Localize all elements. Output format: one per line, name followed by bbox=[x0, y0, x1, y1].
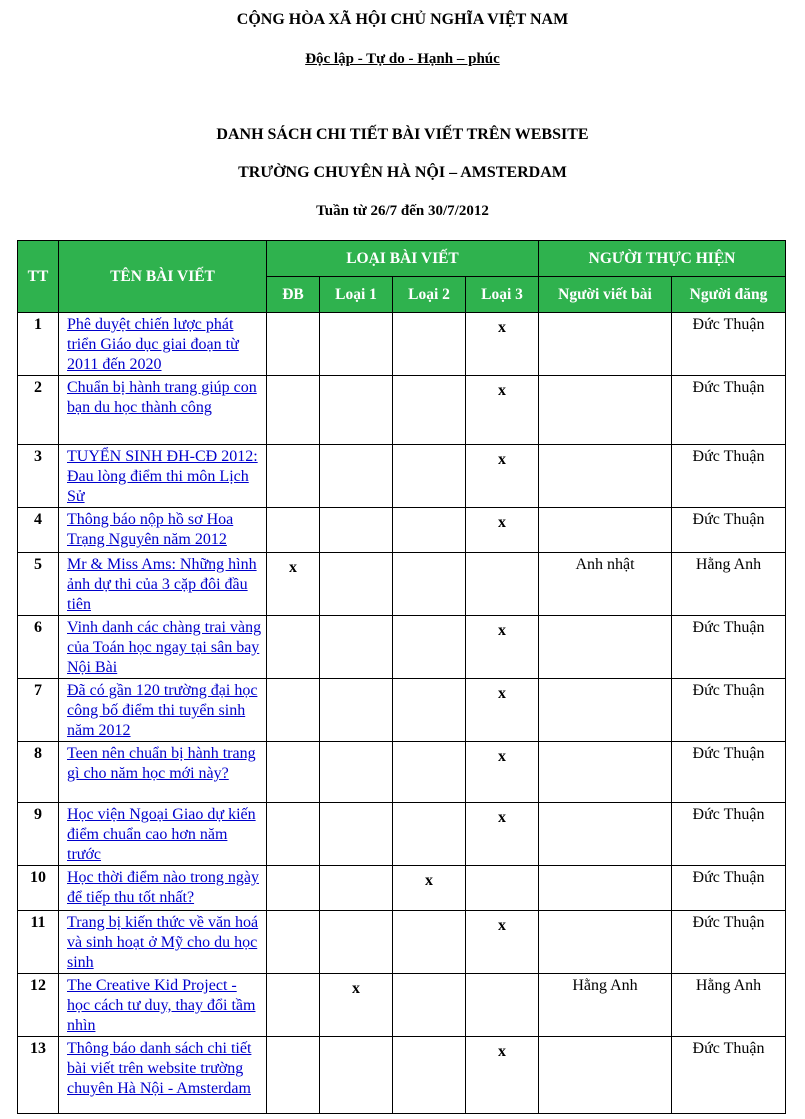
loai1-mark bbox=[320, 742, 393, 803]
poster-name: Đức Thuận bbox=[672, 313, 786, 376]
loai2-mark bbox=[393, 508, 466, 553]
db-mark bbox=[267, 742, 320, 803]
article-title-link[interactable]: Chuẩn bị hành trang giúp con bạn du học thành công bbox=[67, 379, 257, 416]
table-row bbox=[18, 508, 786, 553]
db-mark bbox=[267, 616, 320, 679]
loai1-mark bbox=[320, 1037, 393, 1114]
writer-name bbox=[539, 911, 672, 974]
article-title-link[interactable]: Phê duyệt chiến lược phát triển Giáo dục giai đoạn từ 2011 đến 2020 bbox=[67, 316, 239, 373]
writer-name: Anh nhật bbox=[539, 553, 672, 616]
header-loai2: Loại 2 bbox=[393, 277, 466, 313]
table-row bbox=[18, 376, 786, 445]
document-title-line1: DANH SÁCH CHI TIẾT BÀI VIẾT TRÊN WEBSITE bbox=[216, 126, 589, 143]
poster-name: Đức Thuận bbox=[672, 1037, 786, 1114]
loai3-mark: x bbox=[466, 803, 539, 866]
writer-name bbox=[539, 313, 672, 376]
loai3-mark bbox=[466, 974, 539, 1037]
row-number: 5 bbox=[18, 553, 59, 616]
article-title-link[interactable]: Mr & Miss Ams: Những hình ảnh dự thi của 3 cặp đôi đầu tiên bbox=[67, 556, 257, 613]
header-poster: Người đăng bbox=[672, 277, 786, 313]
db-mark bbox=[267, 974, 320, 1037]
article-title-link[interactable]: Học thời điểm nào trong ngày để tiếp thu tốt nhất? bbox=[67, 869, 259, 906]
loai2-mark bbox=[393, 679, 466, 742]
writer-name: Hằng Anh bbox=[539, 974, 672, 1037]
writer-name bbox=[539, 508, 672, 553]
title-cell bbox=[59, 376, 267, 445]
loai2-mark bbox=[393, 376, 466, 445]
db-mark bbox=[267, 679, 320, 742]
loai2-mark bbox=[393, 313, 466, 376]
header-title: TÊN BÀI VIẾT bbox=[59, 241, 267, 313]
loai3-mark: x bbox=[466, 313, 539, 376]
writer-name bbox=[539, 445, 672, 508]
table-row bbox=[18, 679, 786, 742]
motto: Độc lập - Tự do - Hạnh – phúc bbox=[305, 51, 500, 67]
writer-name bbox=[539, 616, 672, 679]
poster-name: Đức Thuận bbox=[672, 911, 786, 974]
db-mark bbox=[267, 445, 320, 508]
db-mark bbox=[267, 911, 320, 974]
title-cell bbox=[59, 616, 267, 679]
row-number: 9 bbox=[18, 803, 59, 866]
loai2-mark bbox=[393, 616, 466, 679]
table-row bbox=[18, 974, 786, 1037]
loai3-mark: x bbox=[466, 1037, 539, 1114]
db-mark bbox=[267, 1037, 320, 1114]
title-cell bbox=[59, 679, 267, 742]
db-mark bbox=[267, 508, 320, 553]
header-people-group: NGƯỜI THỰC HIỆN bbox=[539, 241, 786, 277]
row-number: 11 bbox=[18, 911, 59, 974]
loai1-mark bbox=[320, 679, 393, 742]
article-title-link[interactable]: Thông báo nộp hồ sơ Hoa Trạng Nguyên năm 2012 bbox=[67, 511, 234, 548]
article-title-link[interactable]: Học viện Ngoại Giao dự kiến điểm chuẩn cao hơn năm trước bbox=[67, 806, 256, 863]
db-mark bbox=[267, 376, 320, 445]
writer-name bbox=[539, 742, 672, 803]
title-cell bbox=[59, 313, 267, 376]
row-number: 7 bbox=[18, 679, 59, 742]
row-number: 12 bbox=[18, 974, 59, 1037]
header-loai1: Loại 1 bbox=[320, 277, 393, 313]
header-type-group: LOẠI BÀI VIẾT bbox=[267, 241, 539, 277]
header-loai3: Loại 3 bbox=[466, 277, 539, 313]
title-cell bbox=[59, 974, 267, 1037]
row-number: 6 bbox=[18, 616, 59, 679]
table-row bbox=[18, 313, 786, 376]
table-row bbox=[18, 553, 786, 616]
loai3-mark: x bbox=[466, 911, 539, 974]
title-cell bbox=[59, 866, 267, 911]
poster-name: Đức Thuận bbox=[672, 508, 786, 553]
title-cell bbox=[59, 553, 267, 616]
poster-name: Đức Thuận bbox=[672, 679, 786, 742]
table-row bbox=[18, 803, 786, 866]
loai2-mark bbox=[393, 553, 466, 616]
loai3-mark bbox=[466, 866, 539, 911]
loai3-mark: x bbox=[466, 445, 539, 508]
loai3-mark: x bbox=[466, 742, 539, 803]
loai3-mark: x bbox=[466, 679, 539, 742]
articles-table bbox=[17, 240, 786, 1114]
loai2-mark bbox=[393, 911, 466, 974]
article-title-link[interactable]: Vinh danh các chàng trai vàng của Toán học ngay tại sân bay Nội Bài bbox=[67, 619, 262, 676]
article-title-link[interactable]: The Creative Kid Project - học cách tư duy, thay đổi tầm nhìn bbox=[67, 977, 256, 1034]
row-number: 3 bbox=[18, 445, 59, 508]
poster-name: Đức Thuận bbox=[672, 803, 786, 866]
loai1-mark bbox=[320, 445, 393, 508]
table-row bbox=[18, 1037, 786, 1114]
poster-name: Đức Thuận bbox=[672, 616, 786, 679]
loai3-mark bbox=[466, 553, 539, 616]
loai3-mark: x bbox=[466, 376, 539, 445]
loai2-mark bbox=[393, 803, 466, 866]
writer-name bbox=[539, 679, 672, 742]
writer-name bbox=[539, 866, 672, 911]
poster-name: Đức Thuận bbox=[672, 376, 786, 445]
writer-name bbox=[539, 1037, 672, 1114]
title-cell bbox=[59, 742, 267, 803]
loai3-mark: x bbox=[466, 616, 539, 679]
loai1-mark bbox=[320, 313, 393, 376]
country-title: CỘNG HÒA XÃ HỘI CHỦ NGHĨA VIỆT NAM bbox=[236, 11, 569, 28]
loai2-mark: x bbox=[393, 866, 466, 911]
article-title-link[interactable]: Teen nên chuẩn bị hành trang gì cho năm học mới này? bbox=[67, 745, 256, 782]
loai2-mark bbox=[393, 1037, 466, 1114]
loai1-mark bbox=[320, 508, 393, 553]
poster-name: Đức Thuận bbox=[672, 742, 786, 803]
db-mark bbox=[267, 313, 320, 376]
poster-name: Đức Thuận bbox=[672, 445, 786, 508]
header-db: ĐB bbox=[267, 277, 320, 313]
article-title-link[interactable]: TUYỂN SINH ĐH-CĐ 2012: Đau lòng điểm thi môn Lịch Sử bbox=[67, 448, 258, 505]
week-range: Tuần từ 26/7 đến 30/7/2012 bbox=[316, 203, 489, 219]
poster-name: Đức Thuận bbox=[672, 866, 786, 911]
db-mark bbox=[267, 803, 320, 866]
poster-name: Hằng Anh bbox=[672, 553, 786, 616]
row-number: 13 bbox=[18, 1037, 59, 1114]
title-cell bbox=[59, 911, 267, 974]
row-number: 1 bbox=[18, 313, 59, 376]
table-row bbox=[18, 742, 786, 803]
article-title-link[interactable]: Thông báo danh sách chi tiết bài viết trên website trường chuyên Hà Nội - Amsterdam bbox=[67, 1040, 252, 1097]
title-cell bbox=[59, 508, 267, 553]
header-tt: TT bbox=[18, 241, 59, 313]
article-title-link[interactable]: Đã có gần 120 trường đại học công bố điểm thi tuyển sinh năm 2012 bbox=[67, 682, 258, 739]
title-cell bbox=[59, 803, 267, 866]
poster-name: Hằng Anh bbox=[672, 974, 786, 1037]
row-number: 10 bbox=[18, 866, 59, 911]
loai2-mark bbox=[393, 742, 466, 803]
table-row bbox=[18, 616, 786, 679]
table-row bbox=[18, 911, 786, 974]
writer-name bbox=[539, 376, 672, 445]
loai2-mark bbox=[393, 445, 466, 508]
document-title-line2: TRƯỜNG CHUYÊN HÀ NỘI – AMSTERDAM bbox=[238, 164, 567, 181]
loai3-mark: x bbox=[466, 508, 539, 553]
article-title-link[interactable]: Trang bị kiến thức về văn hoá và sinh hoạt ở Mỹ cho du học sinh bbox=[67, 914, 259, 971]
db-mark: x bbox=[267, 553, 320, 616]
title-cell bbox=[59, 1037, 267, 1114]
title-cell bbox=[59, 445, 267, 508]
table-row bbox=[18, 445, 786, 508]
row-number: 4 bbox=[18, 508, 59, 553]
db-mark bbox=[267, 866, 320, 911]
row-number: 8 bbox=[18, 742, 59, 803]
loai1-mark bbox=[320, 911, 393, 974]
loai1-mark bbox=[320, 866, 393, 911]
header-writer: Người viết bài bbox=[539, 277, 672, 313]
loai2-mark bbox=[393, 974, 466, 1037]
loai1-mark bbox=[320, 376, 393, 445]
row-number: 2 bbox=[18, 376, 59, 445]
loai1-mark bbox=[320, 553, 393, 616]
writer-name bbox=[539, 803, 672, 866]
loai1-mark: x bbox=[320, 974, 393, 1037]
table-row bbox=[18, 866, 786, 911]
loai1-mark bbox=[320, 616, 393, 679]
loai1-mark bbox=[320, 803, 393, 866]
